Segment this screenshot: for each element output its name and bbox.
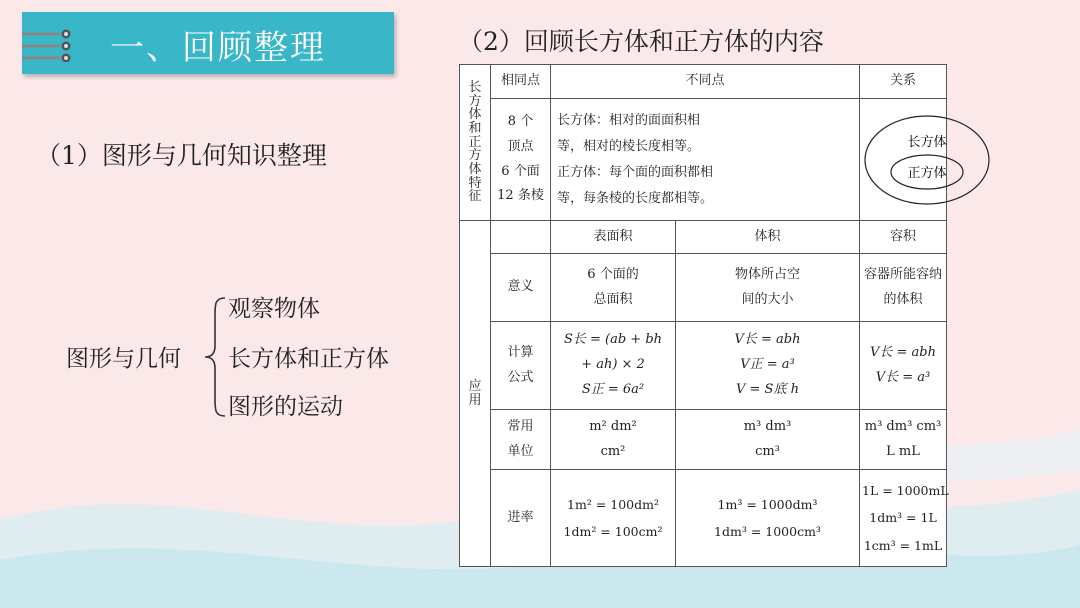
relation-inner-label: 正方体 [907,165,947,181]
relation-diagram [862,112,992,208]
rate-surface: 1m² = 100dm² 1dm² = 100cm² [551,470,676,567]
mind-map-branch: 图形的运动 [228,394,343,420]
row-label-formula: 计算 公式 [491,322,551,410]
rate-capacity: 1L = 1000mL 1dm³ = 1L 1cm³ = 1mL [860,470,947,567]
brace-icon [203,296,227,418]
binder-rings-icon [22,28,92,62]
mind-map-branch: 观察物体 [228,296,320,322]
units-surface: m² dm² cm² [551,410,676,470]
header-common: 相同点 [491,65,551,99]
title-banner [22,12,394,74]
apply-header-capacity: 容积 [860,221,947,254]
different-points-cell: 长方体：相对的面面积相 等，相对的棱长度相等。 正方体：每个面的面积都相 等，每条棱的长度都相等。 [551,99,860,221]
page-title: 一、回顾整理 [110,28,326,68]
relation-outer-label: 长方体 [907,134,947,150]
apply-header-volume: 体积 [676,221,860,254]
common-points-cell: 8 个 顶点 6 个面 12 条棱 [491,99,551,221]
row-label-units: 常用 单位 [491,410,551,470]
header-different: 不同点 [551,65,860,99]
mind-map-root: 图形与几何 [66,346,181,372]
row-label-rate: 进率 [491,470,551,567]
formula-capacity: V长 = abh V长 = a³ [860,322,947,410]
rate-volume: 1m³ = 1000dm³ 1dm³ = 1000cm³ [676,470,860,567]
header-relation: 关系 [860,65,947,99]
apply-header-surface: 表面积 [551,221,676,254]
row-label-meaning: 意义 [491,254,551,322]
relation-cell [860,99,947,221]
section-subtitle-2: （2）回顾长方体和正方体的内容 [458,27,824,56]
meaning-surface: 6 个面的 总面积 [551,254,676,322]
mind-map-branch: 长方体和正方体 [228,346,389,372]
formula-volume: V长 = abh V正 = a³ V = S底 h [676,322,860,410]
apply-section-label: 应用 [460,221,491,567]
meaning-volume: 物体所占空 间的大小 [676,254,860,322]
apply-header-blank [491,221,551,254]
formula-surface: S长 = (ab + bh + ah) × 2 S正 = 6a² [551,322,676,410]
meaning-capacity: 容器所能容纳 的体积 [860,254,947,322]
units-volume: m³ dm³ cm³ [676,410,860,470]
units-capacity: m³ dm³ cm³ L mL [860,410,947,470]
features-section-label: 长方体和正方体特征 [460,65,491,221]
cuboid-cube-table [459,64,947,567]
section-subtitle-1: （1）图形与几何知识整理 [36,141,327,170]
